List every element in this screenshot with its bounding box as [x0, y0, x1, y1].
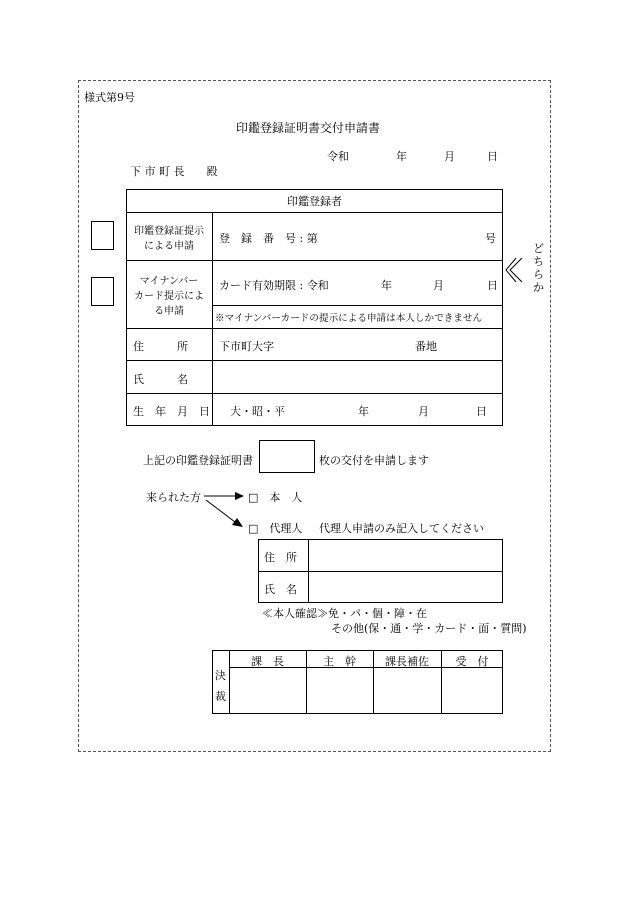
registrant-header: 印鑑登録者	[287, 195, 342, 208]
agent-name-label: 氏 名	[264, 583, 297, 596]
address-suffix: 番地	[415, 340, 437, 353]
birth-year: 年	[358, 405, 369, 418]
request-suffix: 枚の交付を申請します	[319, 454, 429, 467]
mynumber-note: ※マイナンバーカードの提示による申請は本人しかできません	[215, 313, 483, 324]
card-expiry-month: 月	[433, 279, 444, 292]
birth-day: 日	[476, 405, 487, 418]
approval-col-reception: 受 付	[455, 655, 489, 668]
card-expiry-day: 日	[487, 279, 498, 292]
card-expiry-label: カード有効期限 : 令和	[219, 279, 329, 292]
table-line	[126, 393, 503, 394]
visitor-arrows-icon	[202, 488, 247, 530]
option-1-checkbox[interactable]	[91, 221, 114, 250]
table-line	[126, 328, 503, 329]
request-prefix: 上記の印鑑登録証明書	[143, 454, 253, 467]
date-era: 令和	[327, 150, 349, 163]
agent-name-field[interactable]	[313, 575, 498, 599]
either-char-4: か	[533, 281, 544, 294]
form-number: 様式第9号	[84, 91, 135, 104]
approval-label-2: 裁	[215, 690, 226, 703]
form-title: 印鑑登録証明書交付申請書	[236, 121, 381, 135]
table-line	[126, 360, 503, 361]
option-1-label-line1: 印鑑登録証提示	[134, 226, 204, 237]
agent-note: 代理人申請のみ記入してください	[319, 522, 484, 535]
approval-col-chief: 主 幹	[323, 655, 356, 668]
visitor-label: 来られた方	[146, 491, 201, 504]
birth-month: 月	[418, 405, 429, 418]
self-option[interactable]: □ 本 人	[248, 491, 303, 504]
birth-eras[interactable]: 大・昭・平	[230, 405, 285, 418]
agent-address-label: 住 所	[264, 551, 297, 564]
option-2-label-line2: カード提示によ	[134, 291, 204, 302]
either-char-2: ち	[533, 255, 544, 268]
table-line	[258, 571, 503, 572]
table-line	[212, 212, 213, 426]
birth-label: 生 年 月 日	[133, 405, 210, 418]
address-label: 住 所	[133, 340, 188, 353]
table-line	[213, 305, 503, 306]
addressee: 下 市 町 長 殿	[130, 165, 218, 178]
either-char-3: ら	[533, 268, 544, 281]
option-1-label-line2: による申請	[144, 241, 194, 252]
id-check-line1: ≪本人確認≫免・パ・個・障・在	[262, 607, 427, 620]
either-char-1: ど	[533, 242, 544, 255]
either-arrow-icon	[504, 255, 526, 285]
date-year: 年	[396, 150, 407, 163]
table-line	[126, 212, 503, 213]
agent-option[interactable]: □ 代理人	[248, 522, 303, 535]
id-check-line2: その他(保・通・学・カード・面・質問)	[331, 622, 527, 635]
date-month: 月	[444, 150, 455, 163]
agent-address-field[interactable]	[313, 543, 498, 567]
copies-field[interactable]	[259, 440, 315, 473]
option-2-label-line3: る申請	[154, 306, 184, 317]
registration-number-suffix: 号	[485, 232, 496, 245]
address-prefix[interactable]: 下市町大字	[219, 340, 274, 353]
option-2-checkbox[interactable]	[91, 277, 114, 306]
name-label: 氏 名	[133, 373, 188, 386]
option-2-label-line1: マイナンバー	[139, 276, 199, 287]
approval-col-assistant: 課長補佐	[385, 655, 429, 668]
approval-label-1: 決	[215, 669, 226, 682]
approval-col-manager: 課 長	[251, 655, 284, 668]
table-line	[308, 539, 309, 603]
table-line	[126, 260, 503, 261]
card-expiry-year: 年	[381, 279, 392, 292]
name-field[interactable]	[219, 365, 497, 389]
date-day: 日	[487, 150, 498, 163]
registration-number-label: 登 録 番 号 : 第	[219, 232, 318, 245]
